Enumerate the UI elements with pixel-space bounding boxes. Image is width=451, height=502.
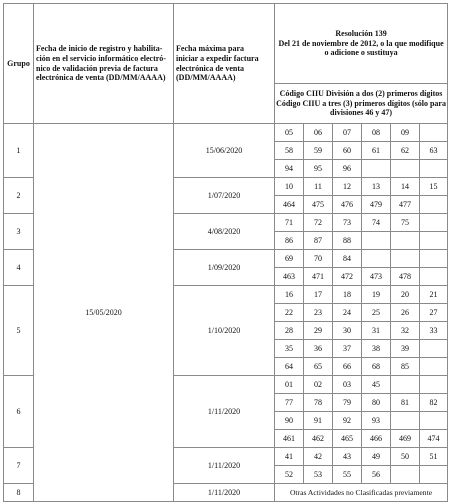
ciiu-code-cell: 466 [362,430,391,448]
fecha-inicio-cell: 15/05/2020 [34,124,174,502]
ciiu-code-cell: 61 [362,142,391,160]
grupo-cell: 6 [4,376,34,448]
ciiu-code-cell: 36 [304,340,333,358]
ciiu-code-cell: 07 [333,124,362,142]
ciiu-code-cell: 24 [333,304,362,322]
ciiu-code-cell: 49 [362,448,391,466]
ciiu-code-cell [391,160,420,178]
table-row [4,124,448,142]
ciiu-code-cell: 471 [304,268,333,286]
ciiu-code-cell: 53 [304,466,333,484]
ciiu-code-cell [420,250,448,268]
ciiu-code-cell: 14 [391,178,420,196]
ciiu-code-cell: 56 [362,466,391,484]
ciiu-code-cell [391,232,420,250]
ciiu-code-cell: 59 [304,142,333,160]
ciiu-code-cell: 65 [304,358,333,376]
ciiu-header: Código CIIU División a dos (2) primeros dígitos Código CIIU a tres (3) primeros dígitos (sólo para divisiones 46 y 47) [275,84,448,124]
ciiu-code-cell [420,340,448,358]
ciiu-code-cell: 479 [362,196,391,214]
ciiu-code-cell: 463 [275,268,304,286]
header-row [4,4,448,84]
ciiu-code-cell: 21 [420,286,448,304]
ciiu-code-cell [420,124,448,142]
ciiu-code-cell: 473 [362,268,391,286]
fecha-inicio-header: Fecha de inicio de registro y habilita- ción en el servicio informático electró- nico de validación previa de factura electrónica de venta (DD/MM/AAAA) [34,4,174,124]
ciiu-code-cell [362,160,391,178]
ciiu-code-cell: 17 [304,286,333,304]
ciiu-code-cell: 95 [304,160,333,178]
ciiu-code-cell: 69 [275,250,304,268]
ciiu-code-cell: 85 [391,358,420,376]
ciiu-code-cell: 31 [362,322,391,340]
ciiu-code-cell: 472 [333,268,362,286]
ciiu-code-cell: 68 [362,358,391,376]
ciiu-code-cell: 22 [275,304,304,322]
ciiu-code-cell: 465 [333,430,362,448]
ciiu-code-cell: 474 [420,430,448,448]
fecha-maxima-header: Fecha máxima para iniciar a expedir factura electrónica de venta (DD/MM/AAAA) [174,4,275,124]
ciiu-code-cell [362,250,391,268]
ciiu-code-cell: 02 [304,376,333,394]
ciiu-code-cell: 42 [304,448,333,466]
ciiu-code-cell: 43 [333,448,362,466]
ciiu-schedule-table [3,3,448,502]
ciiu-code-cell: 28 [275,322,304,340]
ciiu-code-cell: 79 [333,394,362,412]
ciiu-code-cell: 38 [362,340,391,358]
ciiu-code-cell [391,466,420,484]
fecha-maxima-cell: 15/06/2020 [174,124,275,178]
ciiu-code-cell: 63 [420,142,448,160]
fecha-maxima-cell: 1/11/2020 [174,448,275,484]
ciiu-code-cell: 39 [391,340,420,358]
fecha-maxima-cell: 1/11/2020 [174,376,275,448]
grupo-cell: 3 [4,214,34,250]
grupo-cell: 4 [4,250,34,286]
ciiu-note-cell: Otras Actividades no Clasificadas previamente [275,484,448,502]
grupo-cell: 1 [4,124,34,178]
ciiu-code-cell: 13 [362,178,391,196]
ciiu-code-cell: 475 [304,196,333,214]
ciiu-code-cell: 84 [333,250,362,268]
ciiu-code-cell: 10 [275,178,304,196]
ciiu-code-cell: 41 [275,448,304,466]
ciiu-code-cell: 478 [391,268,420,286]
ciiu-code-cell: 93 [362,412,391,430]
ciiu-code-cell: 66 [333,358,362,376]
fecha-maxima-cell: 1/10/2020 [174,286,275,376]
ciiu-code-cell [420,376,448,394]
ciiu-code-cell: 94 [275,160,304,178]
ciiu-code-cell [420,232,448,250]
ciiu-code-cell: 19 [362,286,391,304]
ciiu-code-cell: 30 [333,322,362,340]
ciiu-code-cell: 58 [275,142,304,160]
ciiu-code-cell: 18 [333,286,362,304]
ciiu-code-cell: 16 [275,286,304,304]
ciiu-code-cell: 37 [333,340,362,358]
fecha-maxima-cell: 1/07/2020 [174,178,275,214]
ciiu-code-cell [391,412,420,430]
ciiu-code-cell [420,214,448,232]
ciiu-code-cell [420,358,448,376]
ciiu-code-cell: 55 [333,466,362,484]
ciiu-code-cell [420,268,448,286]
ciiu-code-cell: 08 [362,124,391,142]
ciiu-code-cell: 33 [420,322,448,340]
ciiu-code-cell: 74 [362,214,391,232]
ciiu-code-cell: 476 [333,196,362,214]
ciiu-code-cell: 92 [333,412,362,430]
ciiu-code-cell: 12 [333,178,362,196]
ciiu-code-cell: 06 [304,124,333,142]
ciiu-code-cell: 64 [275,358,304,376]
ciiu-code-cell: 01 [275,376,304,394]
ciiu-code-cell [420,412,448,430]
ciiu-code-cell: 45 [362,376,391,394]
ciiu-code-cell: 29 [304,322,333,340]
grupo-cell: 7 [4,448,34,484]
ciiu-code-cell: 15 [420,178,448,196]
ciiu-code-cell [391,250,420,268]
ciiu-code-cell [391,376,420,394]
ciiu-code-cell: 96 [333,160,362,178]
ciiu-code-cell: 11 [304,178,333,196]
ciiu-code-cell: 462 [304,430,333,448]
ciiu-code-cell: 73 [333,214,362,232]
resolucion-header: Resolución 139 Del 21 de noviembre de 2012, o la que modifique o adicione o sustituya [275,4,448,84]
ciiu-code-cell: 88 [333,232,362,250]
ciiu-code-cell: 03 [333,376,362,394]
ciiu-code-cell: 86 [275,232,304,250]
ciiu-code-cell: 464 [275,196,304,214]
ciiu-code-cell: 27 [420,304,448,322]
fecha-maxima-cell: 4/08/2020 [174,214,275,250]
ciiu-code-cell: 51 [420,448,448,466]
ciiu-code-cell: 09 [391,124,420,142]
ciiu-code-cell: 75 [391,214,420,232]
ciiu-code-cell: 469 [391,430,420,448]
ciiu-code-cell: 32 [391,322,420,340]
grupo-cell: 5 [4,286,34,376]
ciiu-code-cell: 50 [391,448,420,466]
ciiu-code-cell: 91 [304,412,333,430]
ciiu-code-cell: 35 [275,340,304,358]
ciiu-code-cell: 23 [304,304,333,322]
grupo-cell: 8 [4,484,34,502]
ciiu-code-cell: 90 [275,412,304,430]
ciiu-code-cell: 80 [362,394,391,412]
fecha-maxima-cell: 1/09/2020 [174,250,275,286]
ciiu-code-cell: 71 [275,214,304,232]
ciiu-code-cell: 05 [275,124,304,142]
ciiu-code-cell: 82 [420,394,448,412]
ciiu-code-cell [420,160,448,178]
ciiu-code-cell [420,466,448,484]
ciiu-code-cell: 72 [304,214,333,232]
fecha-maxima-cell: 1/11/2020 [174,484,275,502]
ciiu-code-cell: 52 [275,466,304,484]
grupo-cell: 2 [4,178,34,214]
ciiu-code-cell: 81 [391,394,420,412]
ciiu-code-cell: 78 [304,394,333,412]
ciiu-code-cell: 77 [275,394,304,412]
ciiu-code-cell: 20 [391,286,420,304]
ciiu-code-cell: 26 [391,304,420,322]
ciiu-code-cell: 62 [391,142,420,160]
ciiu-code-cell: 60 [333,142,362,160]
ciiu-code-cell [420,196,448,214]
grupo-header: Grupo [4,4,34,124]
ciiu-code-cell: 87 [304,232,333,250]
ciiu-code-cell: 70 [304,250,333,268]
ciiu-code-cell: 25 [362,304,391,322]
ciiu-code-cell [362,232,391,250]
ciiu-code-cell: 477 [391,196,420,214]
ciiu-code-cell: 461 [275,430,304,448]
